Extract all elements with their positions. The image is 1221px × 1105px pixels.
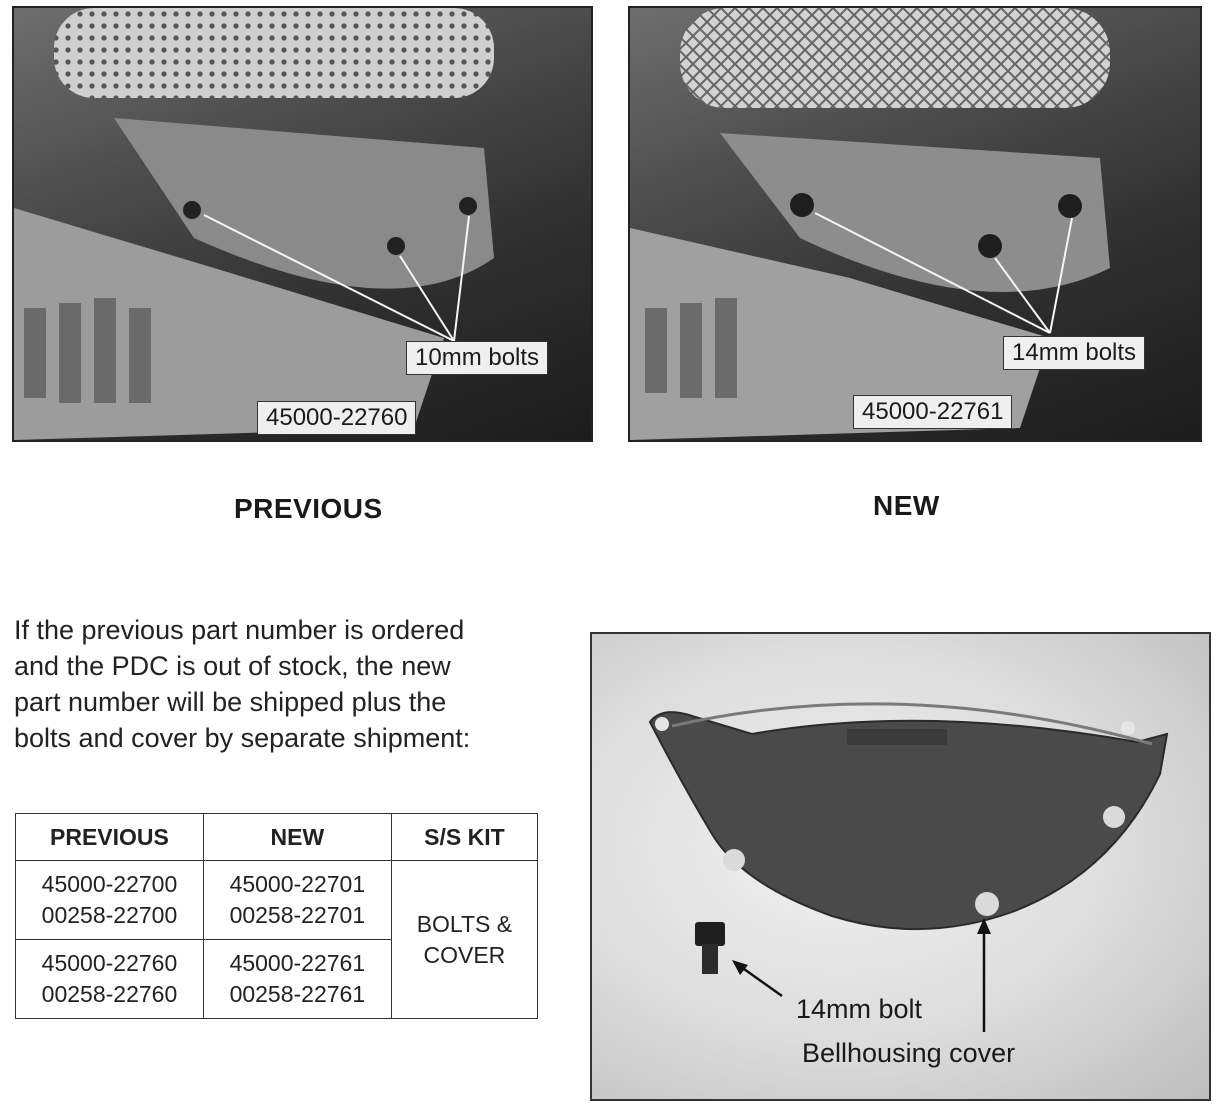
paragraph-line: and the PDC is out of stock, the new [14, 651, 451, 681]
bolt-label: 14mm bolt [796, 994, 923, 1024]
paragraph-line: If the previous part number is ordered [14, 615, 465, 645]
new-engine-illustration [630, 8, 1200, 440]
part-number: 45000-22760 [41, 950, 178, 976]
bolt-middle [978, 234, 1002, 258]
kit-line: COVER [423, 941, 506, 968]
cover-hole-top-right [1121, 721, 1135, 735]
bolt-left [790, 193, 814, 217]
previous-photo [12, 6, 593, 442]
exhaust-flex-pipe [54, 8, 494, 98]
part-number: 45000-22761 [229, 950, 366, 976]
part-number: 45000-22701 [229, 871, 366, 897]
new-part-cell [203, 940, 391, 1019]
previous-caption: PREVIOUS [234, 493, 383, 524]
paragraph-line: part number will be shipped plus the [14, 687, 447, 717]
new-part-number-label: 45000-22761 [853, 395, 1012, 429]
cover-hole-left [723, 849, 745, 871]
new-bolts-callout: 14mm bolts [1003, 336, 1145, 370]
bolt-right [1058, 194, 1082, 218]
cover-hole-top-left [655, 717, 669, 731]
cover-hole-right [1103, 806, 1125, 828]
column-header-ss-kit: S/S KIT [391, 814, 537, 861]
case-ribs [645, 298, 737, 398]
part-number-table [15, 813, 538, 1019]
new-part-cell [203, 861, 391, 940]
cover-hole-bottom [975, 892, 999, 916]
bolt-left [183, 201, 201, 219]
table-row [16, 861, 538, 940]
bolt-middle [387, 237, 405, 255]
cover-tab [847, 729, 947, 745]
shipping-note-paragraph [14, 612, 559, 756]
ss-kit-cell [391, 861, 537, 1019]
cover-illustration [592, 634, 1209, 1099]
loose-bolt-icon [695, 922, 725, 974]
paragraph-line: bolts and cover by separate shipment: [14, 723, 471, 753]
previous-part-number-label: 45000-22760 [257, 401, 416, 435]
previous-part-cell [16, 940, 204, 1019]
exhaust-flex-pipe [680, 8, 1110, 108]
new-caption: NEW [873, 490, 940, 521]
kit-line: BOLTS & [416, 910, 513, 937]
bellhousing-cover-photo [590, 632, 1211, 1101]
bolt-right [459, 197, 477, 215]
new-photo [628, 6, 1202, 442]
part-number: 00258-22761 [229, 981, 366, 1007]
previous-bolts-callout: 10mm bolts [406, 341, 548, 375]
bolt-pointer-arrowhead [732, 960, 748, 975]
previous-part-cell [16, 861, 204, 940]
column-header-previous: PREVIOUS [16, 814, 204, 861]
cover-label: Bellhousing cover [802, 1038, 1016, 1068]
table-header-row [16, 814, 538, 861]
part-number: 00258-22701 [229, 902, 366, 928]
part-number: 00258-22700 [41, 902, 178, 928]
part-number: 00258-22760 [41, 981, 178, 1007]
column-header-new: NEW [203, 814, 391, 861]
part-number: 45000-22700 [41, 871, 178, 897]
